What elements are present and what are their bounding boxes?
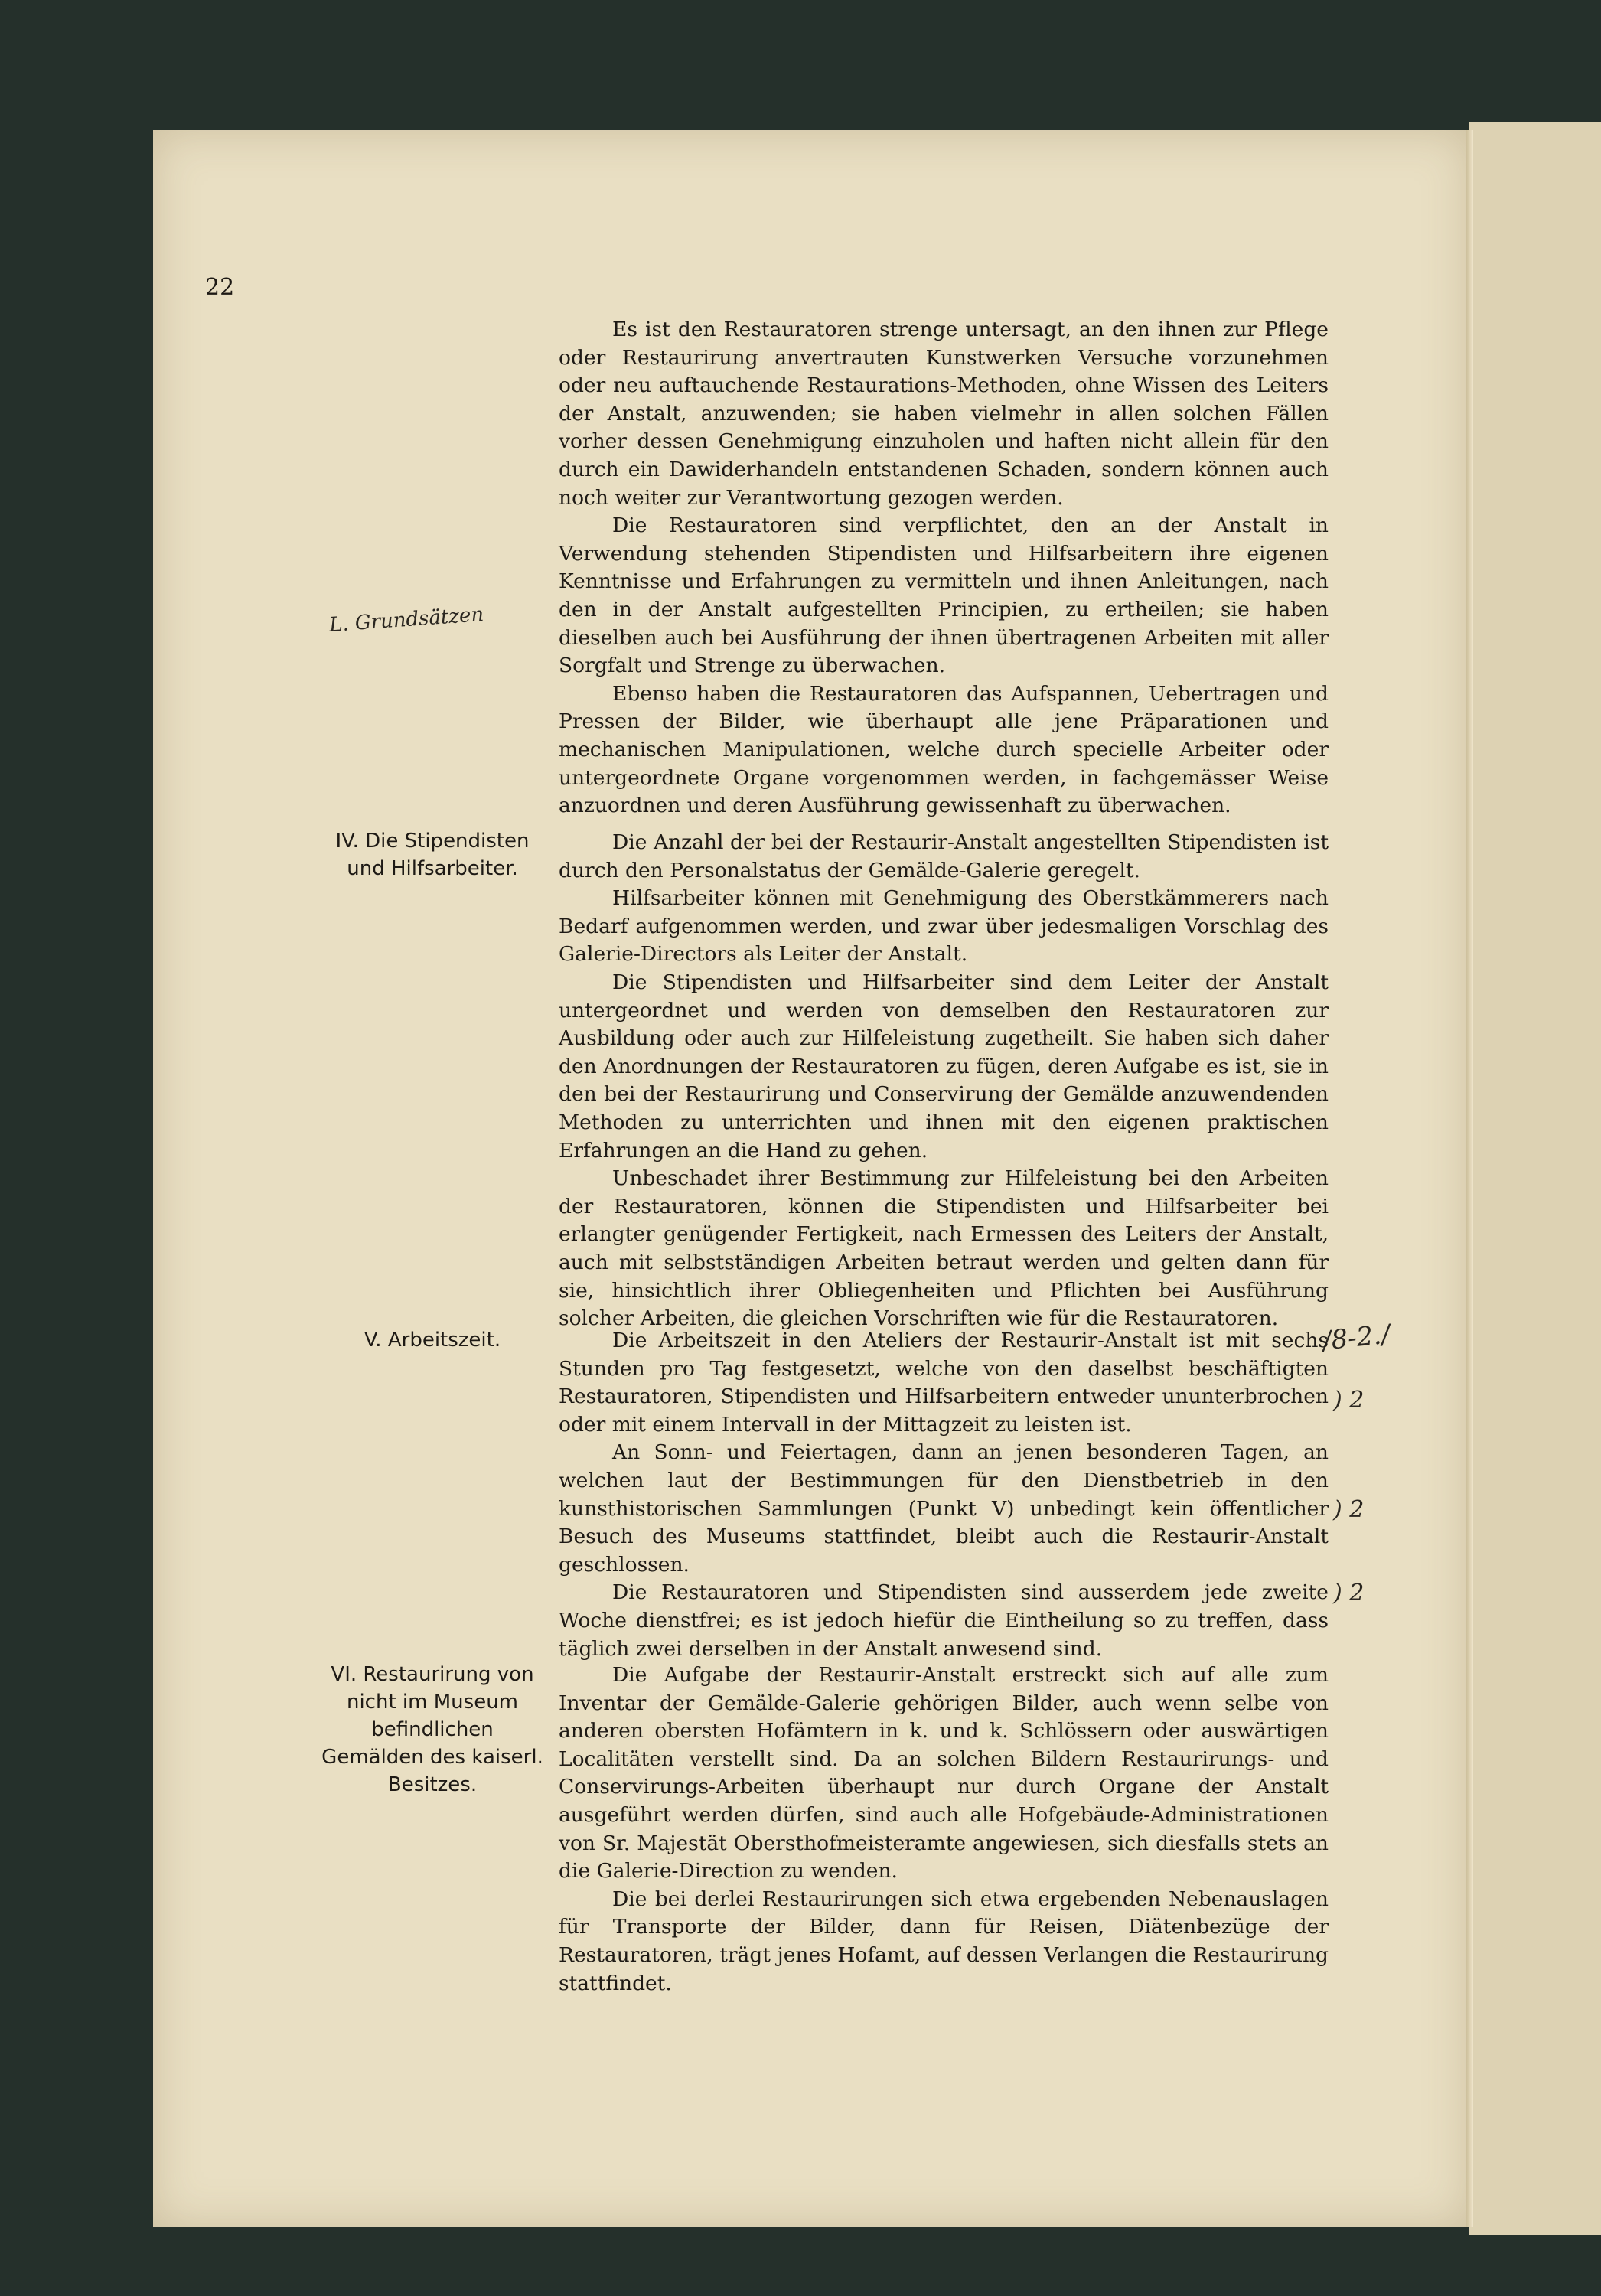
paragraph: Die Aufgabe der Restaurir-Anstalt erstreckt sich auf alle zum Inventar der Gemälde-Galerie gehörigen Bilder, auch wenn selbe von anderen obersten Hofämtern in k. und k. Schlössern oder auswärtigen Localitäten verstellt sind. Da an solchen Bildern Restaurirungs- und Conservirungs-Arbeiten überhaupt nur durch Organe der Anstalt ausgeführt werden dürfen, sind auch alle Hofgebäude-Administrationen von Sr. Majestät Obersthofmeisteramte angewiesen, sich diesfalls stets an die Galerie-Direction zu wenden. bbox=[559, 1663, 1329, 1883]
page-fold bbox=[1466, 130, 1473, 2227]
handwritten-bracket-note-3: ) 2 bbox=[1333, 1580, 1365, 1606]
section-vi-text bbox=[559, 1662, 1329, 1998]
paragraph: Die Anzahl der bei der Restaurir-Anstalt angestellten Stipendisten ist durch den Personalstatus der Gemälde-Galerie geregelt. bbox=[559, 830, 1329, 882]
paragraph: Hilfsarbeiter können mit Genehmigung des Oberstkämmerers nach Bedarf aufgenommen werden, und zwar über jedesmaligen Vorschlag des Galerie-Directors als Leiter der Anstalt. bbox=[559, 886, 1329, 967]
paragraph: Die Restauratoren und Stipendisten sind ausserdem jede zweite Woche dienstfrei; es ist jedoch hiefür die Eintheilung so zu treffen, dass täglich zwei derselben in der Anstalt anwesend sind. bbox=[559, 1580, 1329, 1661]
section-heading-vi: VI. Restaurirung von nicht im Museum befindlichen Gemälden des kaiserl. Besitzes. bbox=[321, 1663, 543, 1796]
paragraph: Es ist den Restauratoren strenge untersagt, an den ihnen zur Pflege oder Restaurirung anvertrauten Kunstwerken Versuche vorzunehmen oder neu auftauchende Restaurations-Methoden, ohne Wissen des Leiters der Anstalt, anzuwenden; sie haben vielmehr in allen solchen Fällen vorher dessen Genehmigung einzuholen und haften nicht allein für den durch ein Dawiderhandeln entstandenen Schaden, sondern können auch noch weiter zur Verantwortung gezogen werden. bbox=[559, 318, 1329, 510]
handwritten-note-hours: /8-2./ bbox=[1321, 1319, 1392, 1357]
page-number: 22 bbox=[205, 274, 235, 301]
paragraph: Unbeschadet ihrer Bestimmung zur Hilfeleistung bei den Arbeiten der Restauratoren, können die Stipendisten und Hilfsarbeiter bei erlangter genügender Fertigkeit, nach Ermessen des Leiters der Anstalt, auch mit selbstständigen Arbeiten betraut werden und gelten dann für sie, hinsichtlich ihrer Obliegenheiten und Pflichten bei Ausführung solcher Arbeiten, die gleichen Vorschriften wie für die Restauratoren. bbox=[559, 1166, 1329, 1331]
section-heading-iv: IV. Die Stipendisten und Hilfsarbeiter. bbox=[335, 830, 530, 880]
handwritten-bracket-note-2: ) 2 bbox=[1333, 1496, 1365, 1523]
handwritten-note-grundsaetzen: L. Grundsätzen bbox=[328, 602, 485, 638]
section-v-text bbox=[559, 1327, 1329, 1663]
handwritten-bracket-note-1: ) 2 bbox=[1333, 1387, 1365, 1414]
section-heading-v: V. Arbeitszeit. bbox=[364, 1329, 501, 1352]
paragraph: An Sonn- und Feiertagen, dann an jenen besonderen Tagen, an welchen laut der Bestimmungen für den Dienstbetrieb in den kunsthistorischen Sammlungen (Punkt V) unbedingt kein öffentlicher Besuch des Museums stattfindet, bleibt auch die Restaurir-Anstalt geschlossen. bbox=[559, 1440, 1329, 1577]
intro-text bbox=[559, 316, 1329, 820]
paragraph: Die bei derlei Restaurirungen sich etwa ergebenden Nebenauslagen für Transporte der Bilder, dann für Reisen, Diätenbezüge der Restauratoren, trägt jenes Hofamt, auf dessen Verlangen die Restaurirung stattfindet. bbox=[559, 1887, 1329, 1995]
paragraph: Ebenso haben die Restauratoren das Aufspannen, Uebertragen und Pressen der Bilder, wie überhaupt alle jene Präparationen und mechanischen Manipulationen, welche durch specielle Arbeiter oder untergeordnete Organe vorgenommen werden, in fachgemässer Weise anzuordnen und deren Ausführung gewissenhaft zu überwachen. bbox=[559, 681, 1329, 818]
adjacent-page bbox=[1469, 122, 1601, 2235]
paragraph: Die Stipendisten und Hilfsarbeiter sind dem Leiter der Anstalt untergeordnet und werden von demselben den Restauratoren zur Ausbildung oder auch zur Hilfeleistung zugetheilt. Sie haben sich daher den Anordnungen der Restauratoren zu fügen, deren Aufgabe es ist, sie in den bei der Restaurirung und Conservirung der Gemälde anzuwendenden Methoden zu unterrichten und ihnen mit den eigenen praktischen Erfahrungen an die Hand zu gehen. bbox=[559, 970, 1329, 1163]
section-iv-text bbox=[559, 829, 1329, 1333]
paragraph: Die Restauratoren sind verpflichtet, den an der Anstalt in Verwendung stehenden Stipendisten und Hilfsarbeitern ihre eigenen Kenntnisse und Erfahrungen zu vermitteln und ihnen Anleitungen, nach den in der Anstalt aufgestellten Principien, zu ertheilen; sie haben dieselben auch bei Ausführung der ihnen übertragenen Arbeiten mit aller Sorgfalt und Strenge zu überwachen. bbox=[559, 514, 1329, 678]
paragraph: Die Arbeitszeit in den Ateliers der Restaurir-Anstalt ist mit sechs Stunden pro Tag festgesetzt, welche von den daselbst beschäftigten Restauratoren, Stipendisten und Hilfsarbeitern entweder ununterbrochen oder mit einem Intervall in der Mittagzeit zu leisten ist. bbox=[559, 1329, 1329, 1437]
